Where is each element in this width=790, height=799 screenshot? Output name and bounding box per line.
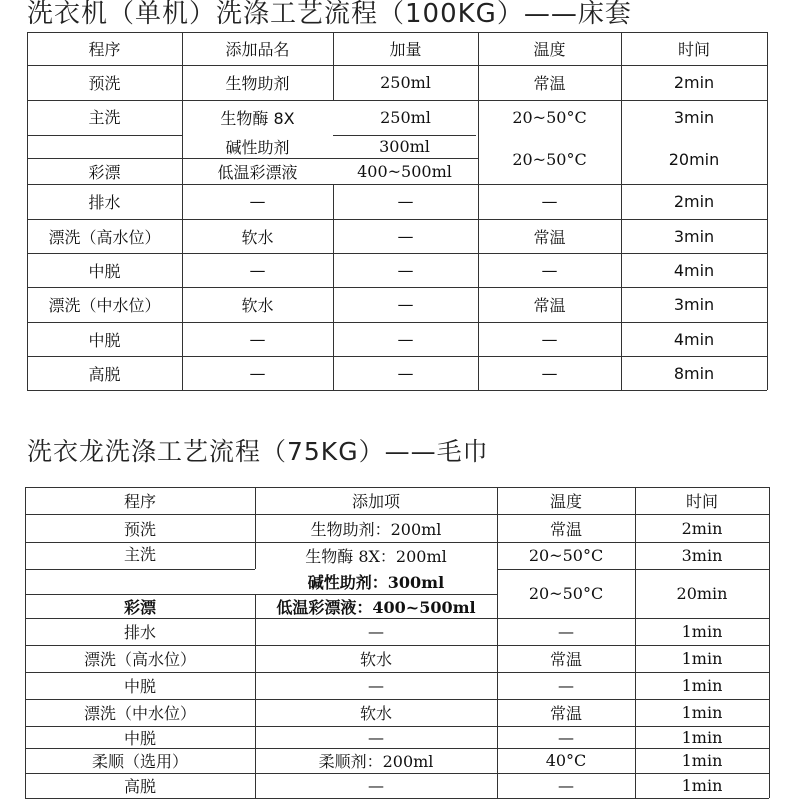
cell-time: 2min xyxy=(681,518,723,538)
cell-step: 漂洗（高水位） xyxy=(48,227,161,247)
cell-temp: — xyxy=(541,192,558,211)
header-cell: 时间 xyxy=(677,40,710,59)
table-rule xyxy=(27,390,767,391)
header-cell: 程序 xyxy=(123,492,156,511)
cell-amount: 250ml xyxy=(380,73,431,92)
cell-item: — xyxy=(249,192,266,211)
cell-step: 漂洗（中水位） xyxy=(48,296,161,315)
cell-amount: 250ml xyxy=(380,108,431,127)
cell-time: 1min xyxy=(681,703,723,722)
cell-temp: — xyxy=(541,260,558,280)
cell-item: 柔顺剂：200ml xyxy=(318,752,434,771)
cell-temp: 常温 xyxy=(549,519,582,539)
cell-temp: 40°C xyxy=(545,751,587,770)
cell-temp: — xyxy=(558,776,574,795)
cell-step: 预洗 xyxy=(123,519,156,539)
cell-item: 生物酶 8X：200ml xyxy=(305,547,447,566)
cell-time: 1min xyxy=(681,676,723,695)
header-cell: 时间 xyxy=(685,492,718,511)
cell-amount: 300ml xyxy=(379,137,430,156)
cell-item: 低温彩漂液 xyxy=(217,162,298,182)
cell-item: — xyxy=(249,363,266,383)
cell-item: 软水 xyxy=(241,227,274,247)
cell-time: 2min xyxy=(673,192,715,211)
cell-amount: — xyxy=(397,295,414,314)
table-rule xyxy=(27,135,182,136)
cell-step: 中脱 xyxy=(123,677,156,696)
cell-amount: — xyxy=(397,192,414,211)
cell-temp: 常温 xyxy=(533,74,566,93)
cell-temp: 常温 xyxy=(533,227,566,247)
cell-time: 20min xyxy=(676,584,728,603)
cell-time: 4min xyxy=(673,329,715,349)
cell-time: 1min xyxy=(681,751,723,770)
cell-step: 中脱 xyxy=(88,261,121,281)
cell-step: 中脱 xyxy=(88,330,121,350)
cell-amount: — xyxy=(397,226,414,246)
cell-time: 1min xyxy=(681,622,723,641)
cell-step: 主洗 xyxy=(123,544,156,564)
cell-time: 3min xyxy=(673,226,715,246)
cell-temp: 常温 xyxy=(549,650,582,669)
cell-item: 碱性助剂 xyxy=(225,138,290,157)
cell-item: — xyxy=(249,260,266,280)
cell-temp: — xyxy=(558,676,574,695)
cell-time: 3min xyxy=(681,546,723,565)
cell-item: — xyxy=(249,329,266,349)
cell-time: 1min xyxy=(681,727,723,747)
table-rule xyxy=(25,569,255,570)
cell-step: 彩漂 xyxy=(123,597,156,617)
header-cell: 加量 xyxy=(389,40,422,59)
cell-temp: 常温 xyxy=(549,704,582,723)
cell-item: — xyxy=(368,622,384,641)
cell-time: 3min xyxy=(673,108,715,127)
cell-time: 1min xyxy=(681,776,723,795)
cell-item: 生物助剂 xyxy=(225,74,290,93)
cell-step: 漂洗（中水位） xyxy=(83,704,196,723)
cell-temp: 20~50°C xyxy=(528,546,604,565)
cell-time: 1min xyxy=(681,649,723,668)
cell-amount: — xyxy=(397,260,414,280)
cell-item: 软水 xyxy=(241,296,274,315)
cell-step: 预洗 xyxy=(88,74,121,93)
cell-step: 高脱 xyxy=(88,364,121,384)
cell-step: 排水 xyxy=(88,193,121,212)
cell-step: 彩漂 xyxy=(88,162,121,182)
cell-item: — xyxy=(368,776,384,795)
header-cell: 程序 xyxy=(88,40,121,59)
cell-amount: — xyxy=(397,329,414,349)
cell-time: 8min xyxy=(673,363,715,383)
table-rule xyxy=(767,32,768,390)
cell-temp: 常温 xyxy=(533,296,566,315)
cell-temp: — xyxy=(541,363,558,383)
cell-item: 软水 xyxy=(359,704,392,723)
cell-item: 生物助剂：200ml xyxy=(310,519,442,539)
cell-amount: 400~500ml xyxy=(357,161,452,181)
table-rule xyxy=(769,487,770,798)
cell-temp: 20~50°C xyxy=(512,108,587,127)
cell-item: — xyxy=(368,727,384,747)
cell-item: — xyxy=(368,676,384,695)
cell-step: 柔顺（选用） xyxy=(91,752,188,771)
cell-step: 主洗 xyxy=(88,108,121,127)
towel-table-title: 洗衣龙洗涤工艺流程（75KG）——毛巾 xyxy=(27,437,489,466)
cell-temp: — xyxy=(541,329,558,349)
cell-item: 软水 xyxy=(359,650,392,669)
cell-step: 漂洗（高水位） xyxy=(83,650,196,669)
cell-step: 排水 xyxy=(123,623,156,642)
header-cell: 添加项 xyxy=(351,492,400,511)
cell-amount: — xyxy=(397,363,414,383)
cell-time: 3min xyxy=(673,295,715,314)
cell-temp: 20~50°C xyxy=(528,584,604,603)
cell-temp: — xyxy=(558,727,574,747)
header-cell: 温度 xyxy=(533,40,566,59)
cell-step: 高脱 xyxy=(123,777,156,796)
cell-item: 碱性助剂：300ml xyxy=(307,573,445,592)
cell-step: 中脱 xyxy=(123,728,156,748)
cell-time: 2min xyxy=(673,73,715,92)
header-cell: 温度 xyxy=(549,492,582,511)
cell-time: 20min xyxy=(668,150,720,169)
cell-item: 低温彩漂液：400~500ml xyxy=(276,597,476,617)
cell-time: 4min xyxy=(673,260,715,280)
cell-item: 生物酶 8X xyxy=(220,109,295,128)
cell-temp: — xyxy=(558,622,574,641)
bed-sheet-table-title: 洗衣机（单机）洗涤工艺流程（100KG）——床套 xyxy=(27,0,632,29)
cell-temp: 20~50°C xyxy=(512,150,587,169)
header-cell: 添加品名 xyxy=(225,40,290,59)
